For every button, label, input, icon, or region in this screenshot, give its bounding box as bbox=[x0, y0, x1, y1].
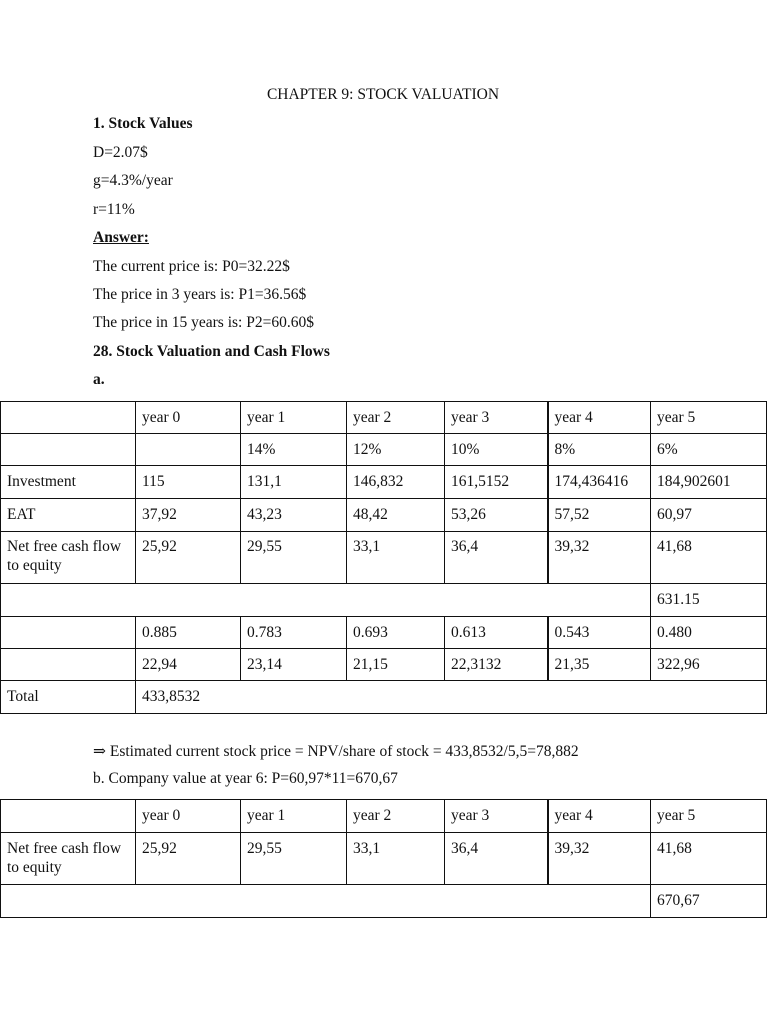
table-cell: year 5 bbox=[651, 402, 767, 434]
table-cell bbox=[1, 885, 651, 918]
table-cell: year 4 bbox=[548, 800, 651, 833]
table-row bbox=[1, 402, 767, 434]
table-cell bbox=[1, 434, 136, 466]
table-cell: 53,26 bbox=[445, 499, 548, 532]
table-cell bbox=[1, 649, 136, 681]
table-cell: 33,1 bbox=[347, 532, 445, 584]
table-cell: year 5 bbox=[651, 800, 767, 833]
table-cell bbox=[1, 402, 136, 434]
row-label: Total bbox=[1, 681, 136, 714]
table-cell: 41,68 bbox=[651, 532, 767, 584]
table-row bbox=[1, 499, 767, 532]
rate-line: r=11% bbox=[93, 201, 135, 218]
dividend-line: D=2.07$ bbox=[93, 144, 148, 161]
table-cell: 174,436416 bbox=[548, 466, 651, 499]
table-cell bbox=[1, 584, 651, 617]
table-cell: 184,902601 bbox=[651, 466, 767, 499]
table-cell: 57,52 bbox=[548, 499, 651, 532]
table-cell: 0.613 bbox=[445, 617, 548, 649]
table-row bbox=[1, 584, 767, 617]
section-heading-cash-flows: 28. Stock Valuation and Cash Flows bbox=[93, 343, 330, 360]
table-cell: 115 bbox=[136, 466, 241, 499]
table-cell: 36,4 bbox=[445, 532, 548, 584]
table-cell: 0.480 bbox=[651, 617, 767, 649]
table-cell: 8% bbox=[548, 434, 651, 466]
row-label: Investment bbox=[1, 466, 136, 499]
total-value-cell: 433,8532 bbox=[136, 681, 767, 714]
table-cell: 0.543 bbox=[548, 617, 651, 649]
table-cell: 39,32 bbox=[548, 532, 651, 584]
table-cell bbox=[1, 617, 136, 649]
table-row bbox=[1, 532, 767, 584]
table-cell: year 2 bbox=[347, 402, 445, 434]
estimate-line: ⇒ Estimated current stock price = NPV/share of stock = 433,8532/5,5=78,882 bbox=[93, 743, 579, 760]
table-cell: year 3 bbox=[445, 402, 548, 434]
table-cell: 21,35 bbox=[548, 649, 651, 681]
table-cell: year 3 bbox=[445, 800, 548, 833]
table-cell: 0.783 bbox=[241, 617, 347, 649]
table-row bbox=[1, 649, 767, 681]
table-cell: 43,23 bbox=[241, 499, 347, 532]
table-cell: 29,55 bbox=[241, 532, 347, 584]
table-row bbox=[1, 466, 767, 499]
table-row bbox=[1, 800, 767, 833]
part-b-line: b. Company value at year 6: P=60,97*11=670,67 bbox=[93, 770, 398, 787]
table-cell: 36,4 bbox=[445, 833, 548, 885]
table-cell: 48,42 bbox=[347, 499, 445, 532]
table-cell: 39,32 bbox=[548, 833, 651, 885]
valuation-table-b bbox=[0, 799, 767, 918]
price-15-years-line: The price in 15 years is: P2=60.60$ bbox=[93, 314, 314, 331]
table-row bbox=[1, 885, 767, 918]
table-cell: 33,1 bbox=[347, 833, 445, 885]
table-cell: 22,3132 bbox=[445, 649, 548, 681]
terminal-value-cell: 670,67 bbox=[651, 885, 767, 918]
page-title: CHAPTER 9: STOCK VALUATION bbox=[266, 86, 500, 103]
table-cell: year 0 bbox=[136, 402, 241, 434]
table-cell: year 1 bbox=[241, 402, 347, 434]
table-cell: 0.693 bbox=[347, 617, 445, 649]
table-cell: 60,97 bbox=[651, 499, 767, 532]
table-cell: 161,5152 bbox=[445, 466, 548, 499]
table-cell: 25,92 bbox=[136, 532, 241, 584]
table-cell: 22,94 bbox=[136, 649, 241, 681]
row-label: Net free cash flow to equity bbox=[1, 532, 136, 584]
valuation-table-a bbox=[0, 401, 767, 714]
row-label: Net free cash flow to equity bbox=[1, 833, 136, 885]
table-cell: 37,92 bbox=[136, 499, 241, 532]
table-cell: 21,15 bbox=[347, 649, 445, 681]
table-cell: 12% bbox=[347, 434, 445, 466]
section-heading-stock-values: 1. Stock Values bbox=[93, 115, 193, 132]
table-cell: year 4 bbox=[548, 402, 651, 434]
growth-line: g=4.3%/year bbox=[93, 172, 173, 189]
table-cell: 14% bbox=[241, 434, 347, 466]
price-3-years-line: The price in 3 years is: P1=36.56$ bbox=[93, 286, 307, 303]
table-cell bbox=[136, 434, 241, 466]
table-cell: 131,1 bbox=[241, 466, 347, 499]
row-label: EAT bbox=[1, 499, 136, 532]
table-cell: year 0 bbox=[136, 800, 241, 833]
table-cell: 146,832 bbox=[347, 466, 445, 499]
table-cell: 0.885 bbox=[136, 617, 241, 649]
table-row bbox=[1, 681, 767, 714]
table-cell: 23,14 bbox=[241, 649, 347, 681]
table-cell: 322,96 bbox=[651, 649, 767, 681]
terminal-value-cell: 631.15 bbox=[651, 584, 767, 617]
table-row bbox=[1, 434, 767, 466]
current-price-line: The current price is: P0=32.22$ bbox=[93, 258, 290, 275]
table-cell: 41,68 bbox=[651, 833, 767, 885]
table-cell: 10% bbox=[445, 434, 548, 466]
answer-label: Answer: bbox=[93, 229, 149, 246]
table-row bbox=[1, 617, 767, 649]
table-cell: 25,92 bbox=[136, 833, 241, 885]
table-cell bbox=[1, 800, 136, 833]
table-cell: year 2 bbox=[347, 800, 445, 833]
part-a-label: a. bbox=[93, 371, 105, 388]
table-cell: year 1 bbox=[241, 800, 347, 833]
table-row bbox=[1, 833, 767, 885]
table-cell: 29,55 bbox=[241, 833, 347, 885]
table-cell: 6% bbox=[651, 434, 767, 466]
